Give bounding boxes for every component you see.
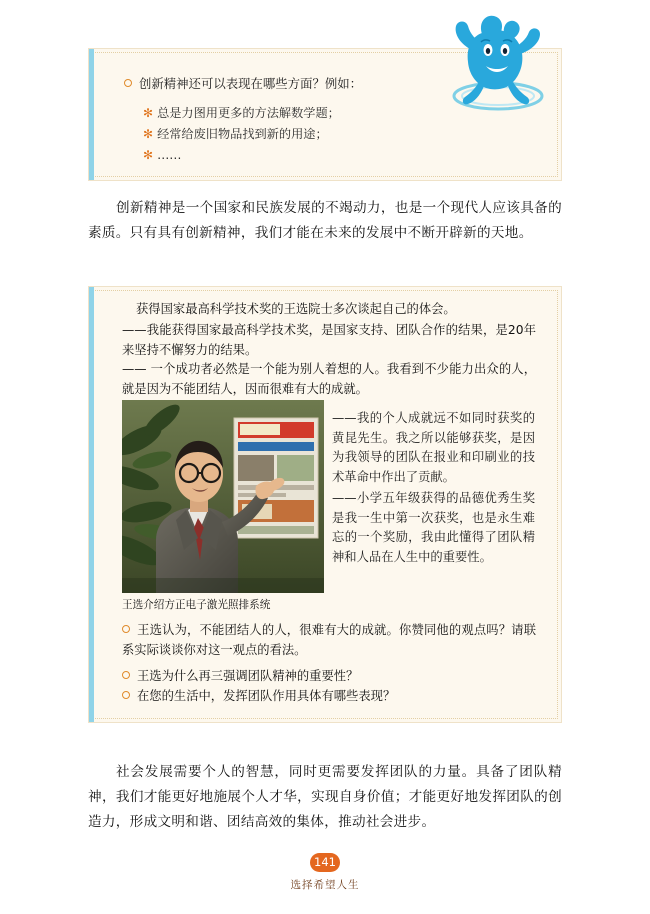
case-question-2: 王选为什么再三强调团队精神的重要性？ [122, 667, 536, 687]
box-accent-bar [89, 49, 94, 180]
page-footer [0, 851, 650, 892]
footer-unit-title: 选择希望人生 [290, 879, 360, 891]
box-accent-bar [89, 287, 94, 722]
star-bullet-icon: ✻ [143, 127, 154, 141]
body-paragraph-2: 社会发展需要个人的智慧，同时更需要发挥团队的力量。具备了团队精神，我们才能更好地施展个人才华，实现自身价值；才能更好地发挥团队的创造力，形成文明和谐、团结高效的集体，推动社会进步。 [88, 764, 562, 830]
case-quotes-right-column [332, 409, 535, 569]
photo-caption: 王选介绍方正电子激光照排系统 [122, 599, 271, 611]
case-question-1: 王选认为，不能团结人的人，很难有大的成就。你赞同他的观点吗？请联系实际谈谈你对这一观点的看法。 [122, 623, 536, 657]
case-quote-3: ——我的个人成就远不如同时获奖的黄昆先生。我之所以能够获奖，是因为我领导的团队在报业和印刷业的技术革命中作出了贡献。 [332, 411, 535, 484]
top-box-item-1: ✻ 总是力图用更多的方法解数学题； [143, 106, 340, 120]
case-quote-2: —— 一个成功者必然是一个能为别人着想的人。我看到不少能力出众的人，就是因为不能团结人，因而很难有大的成就。 [122, 362, 536, 396]
page-number-badge: 141 [310, 853, 340, 872]
circle-bullet-icon [124, 79, 132, 87]
top-box-question: 创新精神还可以表现在哪些方面？例如： [124, 74, 454, 93]
circle-bullet-icon [122, 671, 130, 679]
star-bullet-icon: ✻ [143, 148, 154, 162]
case-question-3: 在您的生活中，发挥团队作用具体有哪些表现？ [122, 687, 536, 707]
body-paragraph-1: 创新精神是一个国家和民族发展的不竭动力，也是一个现代人应该具备的素质。只有具有创新精神，我们才能在未来的发展中不断开辟新的天地。 [88, 200, 562, 241]
wangxuan-photo [122, 400, 324, 593]
star-bullet-icon: ✻ [143, 106, 154, 120]
case-quote-1: ——我能获得国家最高科学技术奖，是国家支持、团队合作的结果，是20年来坚持不懈努力的结果。 [122, 323, 536, 357]
blue-mascot-icon [430, 8, 560, 116]
case-intro-text: 获得国家最高科学技术奖的王选院士多次谈起自己的体会。 [136, 302, 456, 316]
top-box-item-2: ✻ 经常给废旧物品找到新的用途； [143, 127, 328, 141]
case-quote-4: ——小学五年级获得的品德优秀生奖是我一生中第一次获奖，也是永生难忘的一个奖励，我由此懂得了团队精神和人品在人生中的重要性。 [332, 491, 535, 564]
circle-bullet-icon [122, 691, 130, 699]
circle-bullet-icon [122, 625, 130, 633]
top-box-item-3: ✻ …… [143, 148, 182, 162]
